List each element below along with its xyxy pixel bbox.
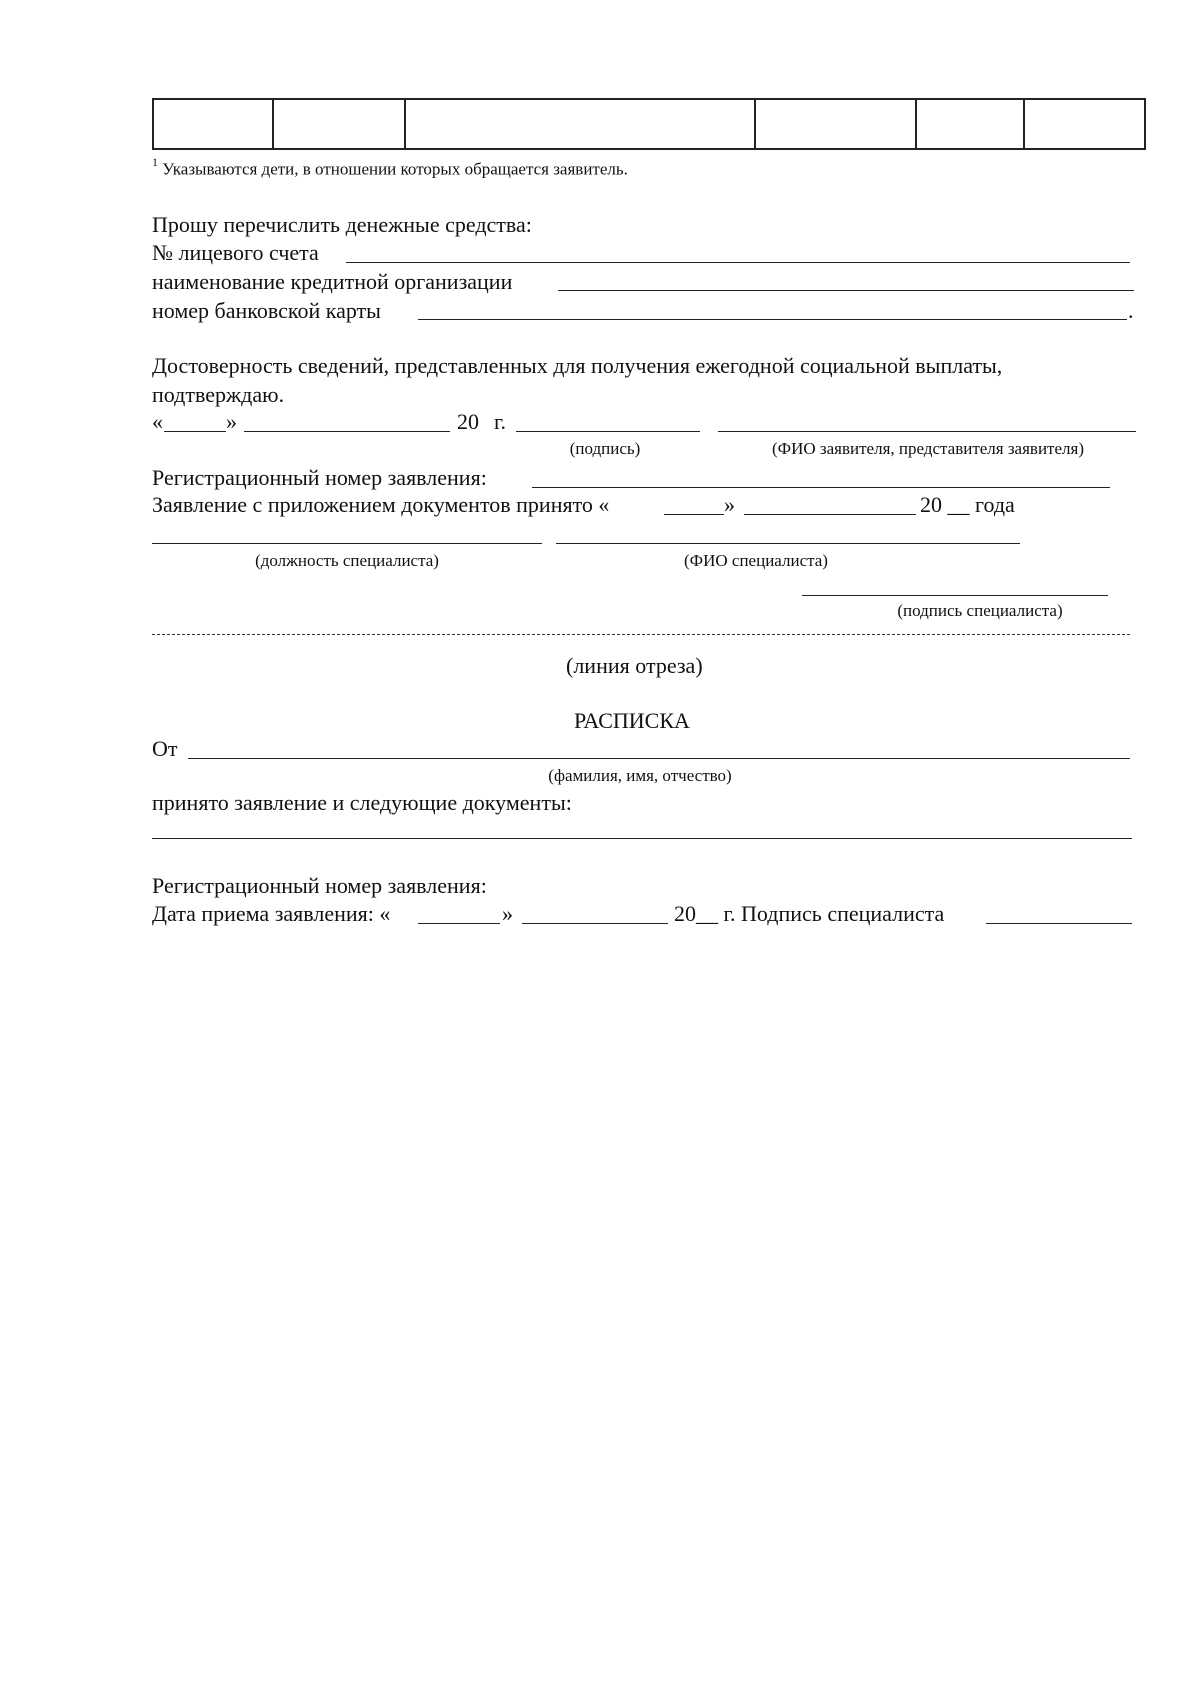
table-cell bbox=[154, 100, 274, 148]
confirm-year-prefix: 20 bbox=[457, 409, 479, 434]
signature-caption: (подпись) bbox=[569, 439, 641, 458]
bank-label: наименование кредитной организации bbox=[152, 269, 513, 294]
receipt-date-close: » bbox=[502, 901, 513, 926]
account-number-field[interactable] bbox=[346, 262, 1130, 263]
applicant-signature-field[interactable] bbox=[516, 431, 700, 432]
confirm-year-suffix: г. bbox=[494, 409, 507, 434]
table-cell bbox=[917, 100, 1026, 148]
registration-number-field[interactable] bbox=[532, 487, 1110, 488]
table-cell bbox=[1025, 100, 1144, 148]
card-end-dot: . bbox=[1128, 298, 1134, 323]
card-label: номер банковской карты bbox=[152, 298, 381, 323]
confirm-quote-open: « bbox=[152, 409, 163, 434]
receipt-accepted-docs: принято заявление и следующие документы: bbox=[152, 790, 572, 815]
confirm-line-2: подтверждаю. bbox=[152, 382, 285, 407]
receipt-day-field[interactable] bbox=[418, 923, 500, 924]
receipt-documents-field[interactable] bbox=[152, 838, 1132, 839]
cut-line-caption: (линия отреза) bbox=[566, 653, 703, 678]
receipt-date-label: Дата приема заявления: « bbox=[152, 901, 391, 926]
confirm-line-1: Достоверность сведений, представленных для получения ежегодной социальной выплаты, bbox=[152, 353, 1003, 378]
footnote bbox=[152, 155, 628, 179]
receipt-year-signature-label: 20__ г. Подпись специалиста bbox=[674, 901, 945, 926]
specialist-signature-caption: (подпись специалиста) bbox=[897, 601, 1063, 620]
applicant-fio-caption: (ФИО заявителя, представителя заявителя) bbox=[772, 439, 1084, 458]
receipt-title: РАСПИСКА bbox=[574, 708, 690, 733]
specialist-position-field[interactable] bbox=[152, 543, 542, 544]
table-cell bbox=[274, 100, 406, 148]
specialist-signature-field[interactable] bbox=[802, 595, 1108, 596]
specialist-fio-field[interactable] bbox=[556, 543, 1020, 544]
cut-line bbox=[152, 634, 1130, 635]
receipt-specialist-signature-field[interactable] bbox=[986, 923, 1132, 924]
receipt-from-label: От bbox=[152, 736, 178, 761]
accepted-day-field[interactable] bbox=[664, 514, 724, 515]
footnote-text: Указываются дети, в отношении которых обращается заявитель. bbox=[162, 159, 628, 179]
transfer-heading: Прошу перечислить денежные средства: bbox=[152, 212, 532, 237]
applicant-fio-field[interactable] bbox=[718, 431, 1136, 432]
specialist-fio-caption: (ФИО специалиста) bbox=[684, 551, 828, 570]
accepted-label: Заявление с приложением документов принято « bbox=[152, 492, 610, 517]
account-label: № лицевого счета bbox=[152, 240, 319, 265]
accepted-year: 20 __ года bbox=[920, 492, 1015, 517]
position-caption: (должность специалиста) bbox=[255, 551, 439, 570]
receipt-name-caption: (фамилия, имя, отчество) bbox=[548, 766, 732, 785]
accepted-month-field[interactable] bbox=[744, 514, 916, 515]
receipt-registration-label: Регистрационный номер заявления: bbox=[152, 873, 487, 898]
accepted-quote-close: » bbox=[724, 492, 735, 517]
footnote-mark: 1 bbox=[152, 155, 158, 169]
table-cell bbox=[756, 100, 917, 148]
confirm-quote-close: » bbox=[226, 409, 237, 434]
bank-name-field[interactable] bbox=[558, 290, 1134, 291]
confirm-day-field[interactable] bbox=[164, 431, 226, 432]
receipt-month-field[interactable] bbox=[522, 923, 668, 924]
receipt-name-field[interactable] bbox=[188, 758, 1130, 759]
table-cell bbox=[406, 100, 756, 148]
confirm-month-field[interactable] bbox=[244, 431, 450, 432]
card-number-field[interactable] bbox=[418, 319, 1127, 320]
registration-label: Регистрационный номер заявления: bbox=[152, 465, 487, 490]
children-table-last-row bbox=[152, 98, 1146, 150]
